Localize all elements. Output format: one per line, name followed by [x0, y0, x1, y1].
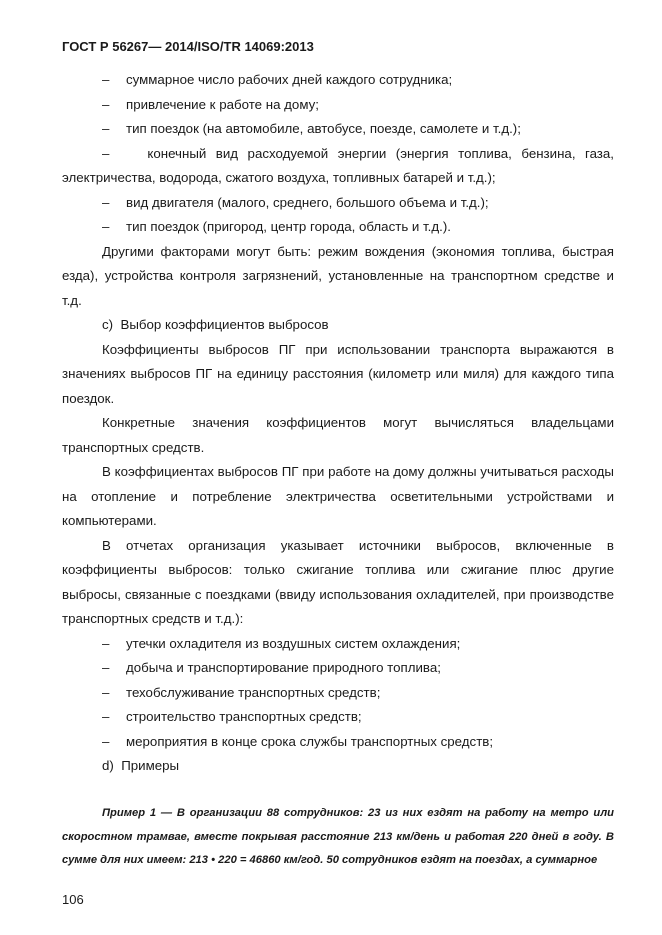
list-item: – суммарное число рабочих дней каждого сотрудника;	[102, 72, 453, 87]
list-item: – техобслуживание транспортных средств;	[102, 684, 381, 700]
paragraph-concrete-values: Конкретные значения коэффициентов могут вычисляться владельцами транспортных средств.	[62, 415, 614, 455]
list-item: – тип поездок (на автомобиле, автобусе, поезде, самолете и т.д.);	[102, 121, 521, 136]
example-note: Пример 1 — В организации 88 сотрудников: 23 из них ездят на работу на метро или скоростном трамвае, вместе покрывая расстояние 213 км/день и работая 220 дней в году. В сумме для них имеем: 213 • 220 = 46860 км/год. 50 сотрудников ездят на поездах, а суммарное	[62, 807, 614, 866]
section-heading-d: d) Примеры	[102, 758, 180, 773]
list-item: – добыча и транспортирование природного топлива;	[102, 660, 441, 675]
page-number: 106	[62, 892, 84, 907]
paragraph-home-work: В коэффициентах выбросов ПГ при работе на дому должны учитываться расходы на отопление и потребление электричества осветительными устройствами и компьютерами.	[62, 464, 614, 528]
list-item: – тип поездок (пригород, центр города, область и т.д.).	[102, 219, 451, 234]
list-item: – утечки охладителя из воздушных систем охлаждения;	[102, 635, 461, 651]
body-text	[62, 68, 614, 779]
list-item: – мероприятия в конце срока службы транспортных средств;	[102, 733, 494, 749]
list-item: – вид двигателя (малого, среднего, большого объема и т.д.);	[102, 194, 489, 210]
paragraph-coefficients: Коэффициенты выбросов ПГ при использовании транспорта выражаются в значениях выбросов ПГ на единицу расстояния (километр или миля) для каждого типа поездок.	[62, 341, 614, 406]
standard-header: ГОСТ Р 56267— 2014/ISO/TR 14069:2013	[62, 39, 314, 54]
paragraph-reports: В отчетах организация указывает источники выбросов, включенные в коэффициенты выбросов: только сжигание топлива или сжигание плюс другие выбросы, связанные с поездками (ввиду использования охладителей, при производстве транспортных средств и т.д.):	[62, 537, 614, 626]
list-item: – строительство транспортных средств;	[102, 709, 362, 724]
list-item: – привлечение к работе на дому;	[102, 96, 319, 112]
section-heading-c: c) Выбор коэффициентов выбросов	[102, 317, 329, 332]
list-item: – конечный вид расходуемой энергии (энергия топлива, бензина, газа, электричества, водорода, сжатого воздуха, топливных батарей и т.д.);	[62, 145, 614, 185]
paragraph-other-factors: Другими факторами могут быть: режим вождения (экономия топлива, быстрая езда), устройства контроля загрязнений, установленные на транспортном средстве и т.д.	[62, 243, 614, 308]
